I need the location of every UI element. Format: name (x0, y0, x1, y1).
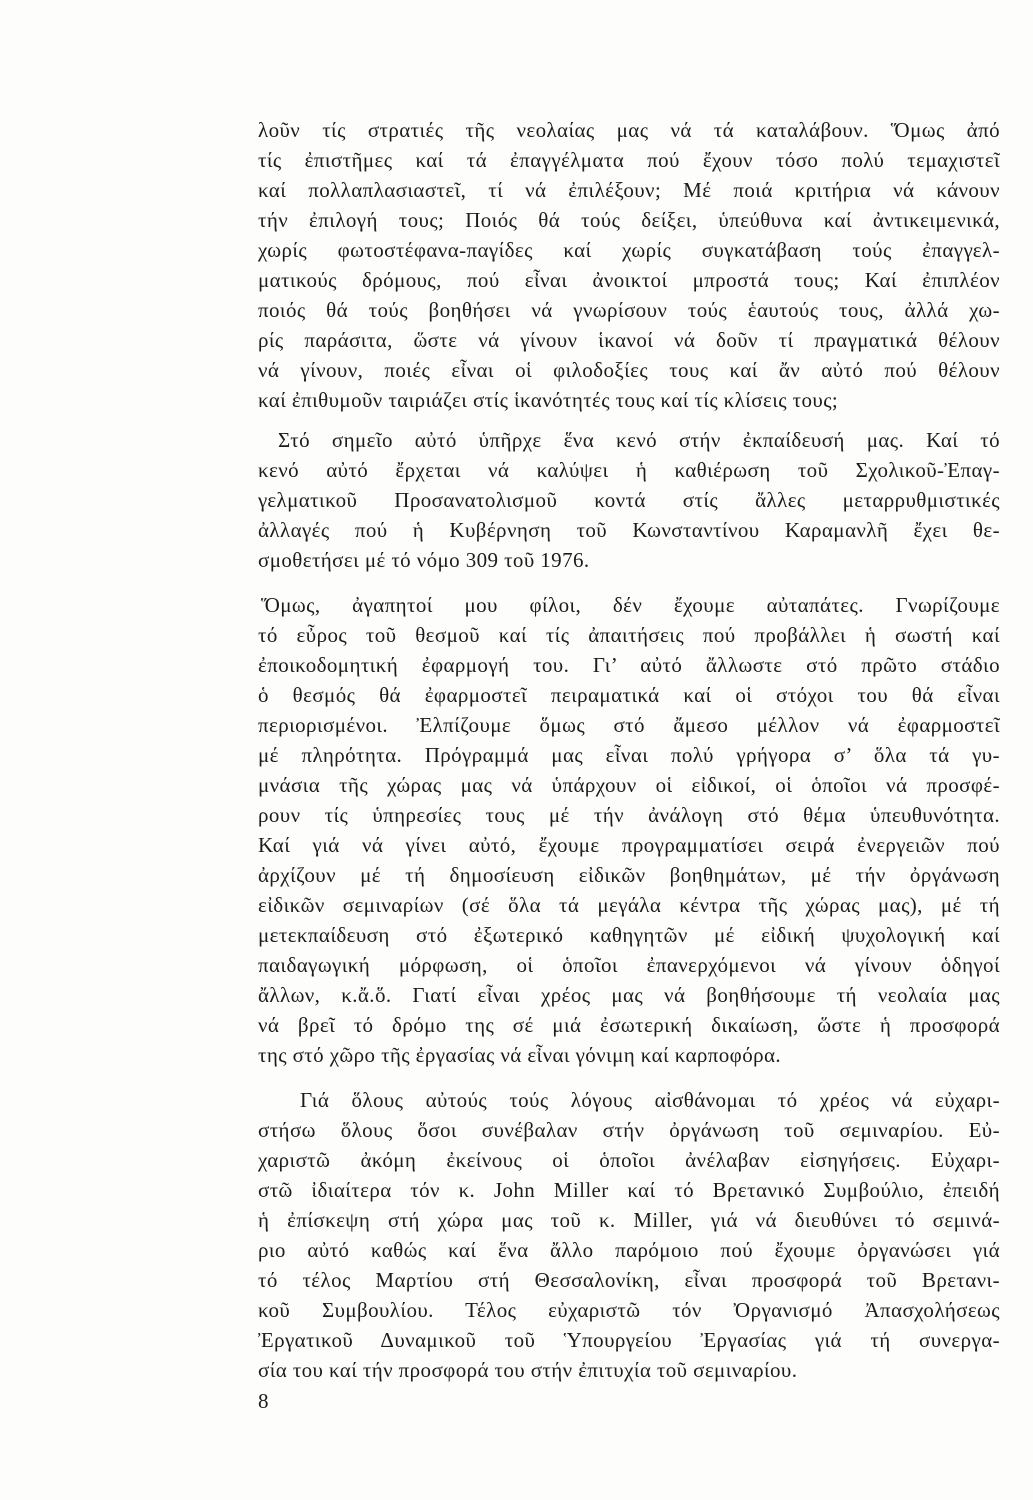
text-line: Καί γιά νά γίνει αὐτό, ἔχουμε προγραμματίσει σειρά ἐνεργειῶν πού (258, 833, 1000, 857)
text-line: μετεκπαίδευση στό ἐξωτερικό καθηγητῶν μέ εἰδική ψυχολογική καί (258, 923, 1000, 947)
paragraph (258, 425, 1000, 575)
text-line: καί πολλαπλασιαστεῖ, τί νά ἐπιλέξουν; Μέ ποιά κριτήρια νά κάνουν (258, 178, 1000, 202)
text-line: Στό σημεῖο αὐτό ὑπῆρχε ἕνα κενό στήν ἐκπαίδευσή μας. Καί τό (278, 428, 1000, 452)
paragraph (258, 115, 1000, 415)
text-line: ρουν τίς ὑπηρεσίες τους μέ τήν ἀνάλογη στό θέμα ὑπευθυνότητα. (258, 803, 1000, 827)
text-line: Ἐργατικοῦ Δυναμικοῦ τοῦ Ὑπουργείου Ἐργασίας γιά τή συνεργα- (258, 1328, 1000, 1352)
text-line: ἀλλαγές πού ἡ Κυβέρνηση τοῦ Κωνσταντίνου Καραμανλῆ ἔχει θε- (258, 518, 1000, 542)
text-line: σία του καί τήν προσφορά του στήν ἐπιτυχία τοῦ σεμιναρίου. (258, 1358, 798, 1382)
text-line: χαριστῶ ἀκόμη ἐκείνους οἱ ὁποῖοι ἀνέλαβαν εἰσηγήσεις. Εὐχαρι- (258, 1148, 1000, 1172)
paragraph (258, 590, 1000, 1070)
text-line: τό τέλος Μαρτίου στή Θεσσαλονίκη, εἶναι προσφορά τοῦ Βρετανι- (258, 1268, 1000, 1292)
text-line: νά βρεῖ τό δρόμο της σέ μιά ἐσωτερική δικαίωση, ὥστε ἡ προσφορά (258, 1013, 1000, 1037)
text-line: τίς ἐπιστῆμες καί τά ἐπαγγέλματα πού ἔχουν τόσο πολύ τεμαχιστεῖ (258, 148, 1000, 172)
text-line: στῶ ἰδιαίτερα τόν κ. John Miller καί τό Βρετανικό Συμβούλιο, ἐπειδή (258, 1178, 1000, 1202)
text-line: καί ἐπιθυμοῦν ταιριάζει στίς ἱκανότητές τους καί τίς κλίσεις τους; (258, 388, 839, 412)
text-line: ποιός θά τούς βοηθήσει νά γνωρίσουν τούς ἑαυτούς τους, ἀλλά χω- (258, 298, 1000, 322)
text-line: τό εὖρος τοῦ θεσμοῦ καί τίς ἀπαιτήσεις πού προβάλλει ἡ σωστή καί (258, 623, 1000, 647)
text-line: ἀρχίζουν μέ τή δημοσίευση εἰδικῶν βοηθημάτων, μέ τήν ὀργάνωση (258, 863, 1000, 887)
text-line: ρίς παράσιτα, ὥστε νά γίνουν ἱκανοί νά δοῦν τί πραγματικά θέλουν (258, 328, 1000, 352)
text-line: περιορισμένοι. Ἐλπίζουμε ὅμως στό ἄμεσο μέλλον νά ἐφαρμοστεῖ (258, 713, 1000, 737)
text-line: ἐποικοδομητική ἐφαρμογή του. Γι’ αὐτό ἄλλωστε στό πρῶτο στάδιο (258, 653, 1000, 677)
text-line: νά γίνουν, ποιές εἶναι οἱ φιλοδοξίες τους καί ἄν αὐτό πού θέλουν (258, 358, 1000, 382)
text-line: Γιά ὅλους αὐτούς τούς λόγους αἰσθάνομαι τό χρέος νά εὐχαρι- (300, 1088, 1000, 1112)
text-line: κοῦ Συμβουλίου. Τέλος εὐχαριστῶ τόν Ὀργανισμό Ἀπασχολήσεως (258, 1298, 1000, 1322)
text-line: λοῦν τίς στρατιές τῆς νεολαίας μας νά τά καταλάβουν. Ὅμως ἀπό (258, 118, 1000, 142)
page-number: 8 (258, 1389, 269, 1413)
text-line: ἡ ἐπίσκεψη στή χώρα μας τοῦ κ. Miller, γιά νά διευθύνει τό σεμινά- (258, 1208, 1000, 1232)
text-line: παιδαγωγική μόρφωση, οἱ ὁποῖοι ἐπανερχόμενοι νά γίνουν ὁδηγοί (258, 953, 1000, 977)
text-line: κενό αὐτό ἔρχεται νά καλύψει ἡ καθιέρωση τοῦ Σχολικοῦ-Ἐπαγ- (258, 458, 1000, 482)
text-line: ματικούς δρόμους, πού εἶναι ἀνοικτοί μπροστά τους; Καί ἐπιπλέον (258, 268, 1000, 292)
paragraph (258, 1085, 1000, 1385)
text-line: ριο αὐτό καθώς καί ἕνα ἄλλο παρόμοιο πού ἔχουμε ὀργανώσει γιά (258, 1238, 1000, 1262)
text-line: ἄλλων, κ.ἄ.ὅ. Γιατί εἶναι χρέος μας νά βοηθήσουμε τή νεολαία μας (258, 983, 1000, 1007)
text-line: μέ πληρότητα. Πρόγραμμά μας εἶναι πολύ γρήγορα σ’ ὅλα τά γυ- (258, 743, 1000, 767)
text-line: τήν ἐπιλογή τους; Ποιός θά τούς δείξει, ὑπεύθυνα καί ἀντικειμενικά, (258, 208, 1000, 232)
text-line: Ὅμως, ἀγαπητοί μου φίλοι, δέν ἔχουμε αὐταπάτες. Γνωρίζουμε (261, 593, 1000, 617)
text-line: σμοθετήσει μέ τό νόμο 309 τοῦ 1976. (258, 548, 590, 572)
text-line: της στό χῶρο τῆς ἐργασίας νά εἶναι γόνιμη καί καρποφόρα. (258, 1043, 782, 1067)
text-line: μνάσια τῆς χώρας μας νά ὑπάρχουν οἱ εἰδικοί, οἱ ὁποῖοι νά προσφέ- (258, 773, 1000, 797)
text-line: γελματικοῦ Προσανατολισμοῦ κοντά στίς ἄλλες μεταρρυθμιστικές (258, 488, 1000, 512)
text-line: εἰδικῶν σεμιναρίων (σέ ὅλα τά μεγάλα κέντρα τῆς χώρας μας), μέ τή (258, 893, 1000, 917)
text-line: στήσω ὅλους ὅσοι συνέβαλαν στήν ὀργάνωση τοῦ σεμιναρίου. Εὐ- (258, 1118, 1000, 1142)
body-text (258, 115, 1000, 1385)
text-line: χωρίς φωτοστέφανα-παγίδες καί χωρίς συγκατάβαση τούς ἐπαγγελ- (258, 238, 1000, 262)
text-line: ὁ θεσμός θά ἐφαρμοστεῖ πειραματικά καί οἱ στόχοι του θά εἶναι (258, 683, 1000, 707)
